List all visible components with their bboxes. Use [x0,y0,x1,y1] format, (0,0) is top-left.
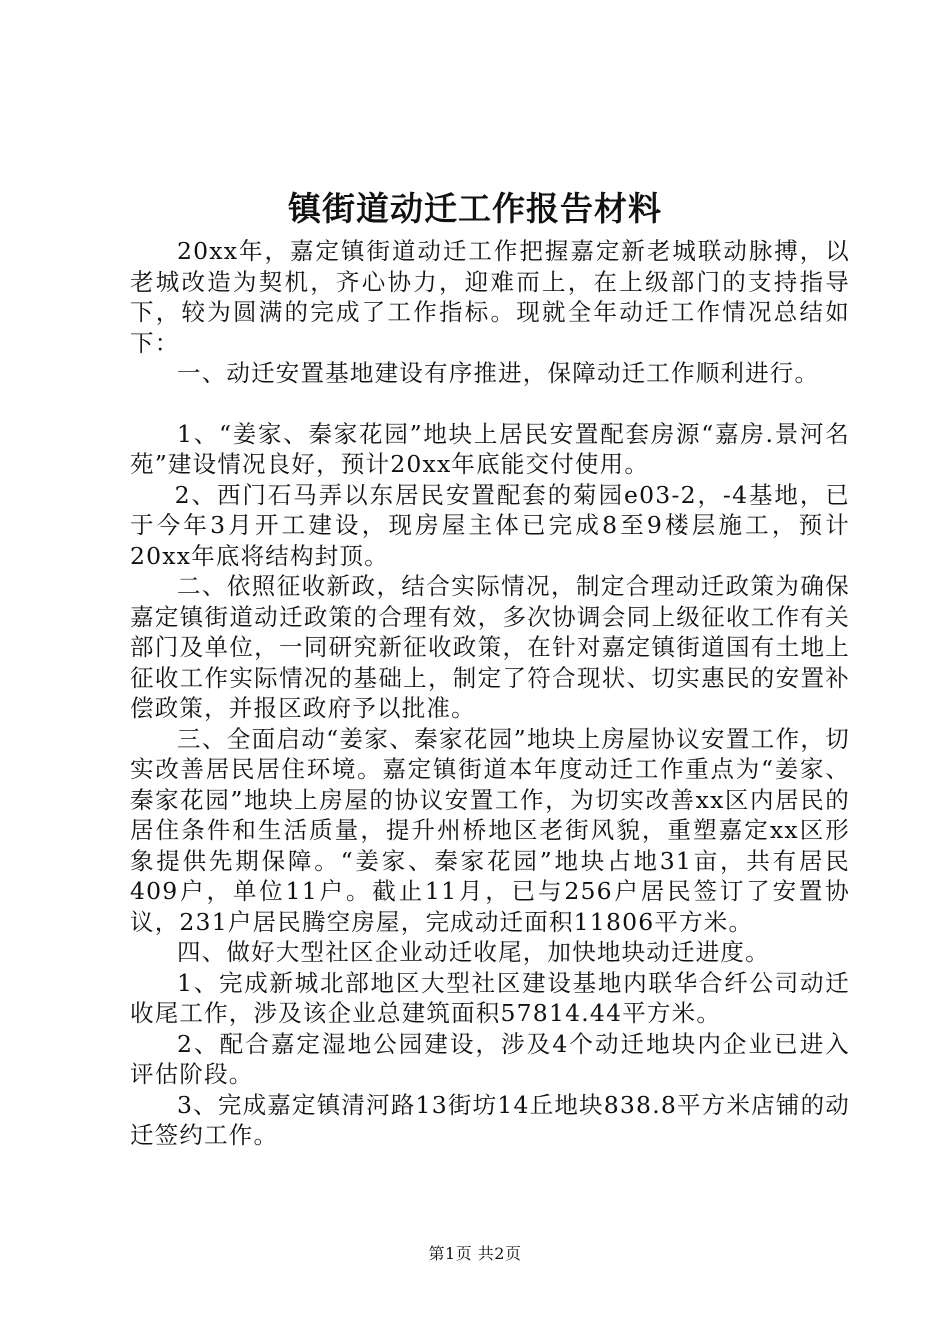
paragraph-item-4-3: 3、完成嘉定镇清河路13街坊14丘地块838.8平方米店铺的动迁签约工作。 [130,1090,850,1149]
paragraph-item-4-1: 1、完成新城北部地区大型社区建设基地内联华合纤公司动迁收尾工作，涉及该企业总建筑面积57814.44平方米。 [130,968,850,1027]
section-heading-3: 三、全面启动“姜家、秦家花园”地块上房屋协议安置工作，切实改善居民居住环境。嘉定镇街道本年度动迁工作重点为“姜家、秦家花园”地块上房屋的协议安置工作，为切实改善xx区内居民的居住条件和生活质量，提升州桥地区老街风貌，重塑嘉定xx区形象提供先期保障。“姜家、秦家花园”地块占地31亩，共有居民409户，单位11户。截止11月，已与256户居民签订了安置协议，231户居民腾空房屋，完成动迁面积11806平方米。 [130,724,850,936]
document-title: 镇街道动迁工作报告材料 [288,189,662,228]
document-body [130,236,850,1151]
paragraph-item-1-1: 1、“姜家、秦家花园”地块上居民安置配套房源“嘉房.景河名苑”建设情况良好，预计20xx年底能交付使用。 [130,419,850,478]
section-heading-4: 四、做好大型社区企业动迁收尾，加快地块动迁进度。 [177,938,770,966]
paragraph-item-1-2: 2、西门石马弄以东居民安置配套的菊园e03-2，-4基地，已于今年3月开工建设，现房屋主体已完成8至9楼层施工，预计20xx年底将结构封顶。 [130,480,850,570]
page-footer: 第1页 共2页 [428,1244,522,1263]
paragraph-intro: 20xx年，嘉定镇街道动迁工作把握嘉定新老城联动脉搏，以老城改造为契机，齐心协力，迎难而上，在上级部门的支持指导下，较为圆满的完成了工作指标。现就全年动迁工作情况总结如下： [130,237,850,357]
paragraph-item-4-2: 2、配合嘉定湿地公园建设，涉及4个动迁地块内企业已进入评估阶段。 [130,1029,850,1088]
section-heading-1: 一、动迁安置基地建设有序推进，保障动迁工作顺利进行。 [177,359,820,387]
section-heading-2: 二、依照征收新政，结合实际情况，制定合理动迁政策为确保嘉定镇街道动迁政策的合理有效，多次协调会同上级征收工作有关部门及单位，一同研究新征收政策，在针对嘉定镇街道国有土地上征收工作实际情况的基础上，制定了符合现状、切实惠民的安置补偿政策，并报区政府予以批准。 [130,572,850,722]
